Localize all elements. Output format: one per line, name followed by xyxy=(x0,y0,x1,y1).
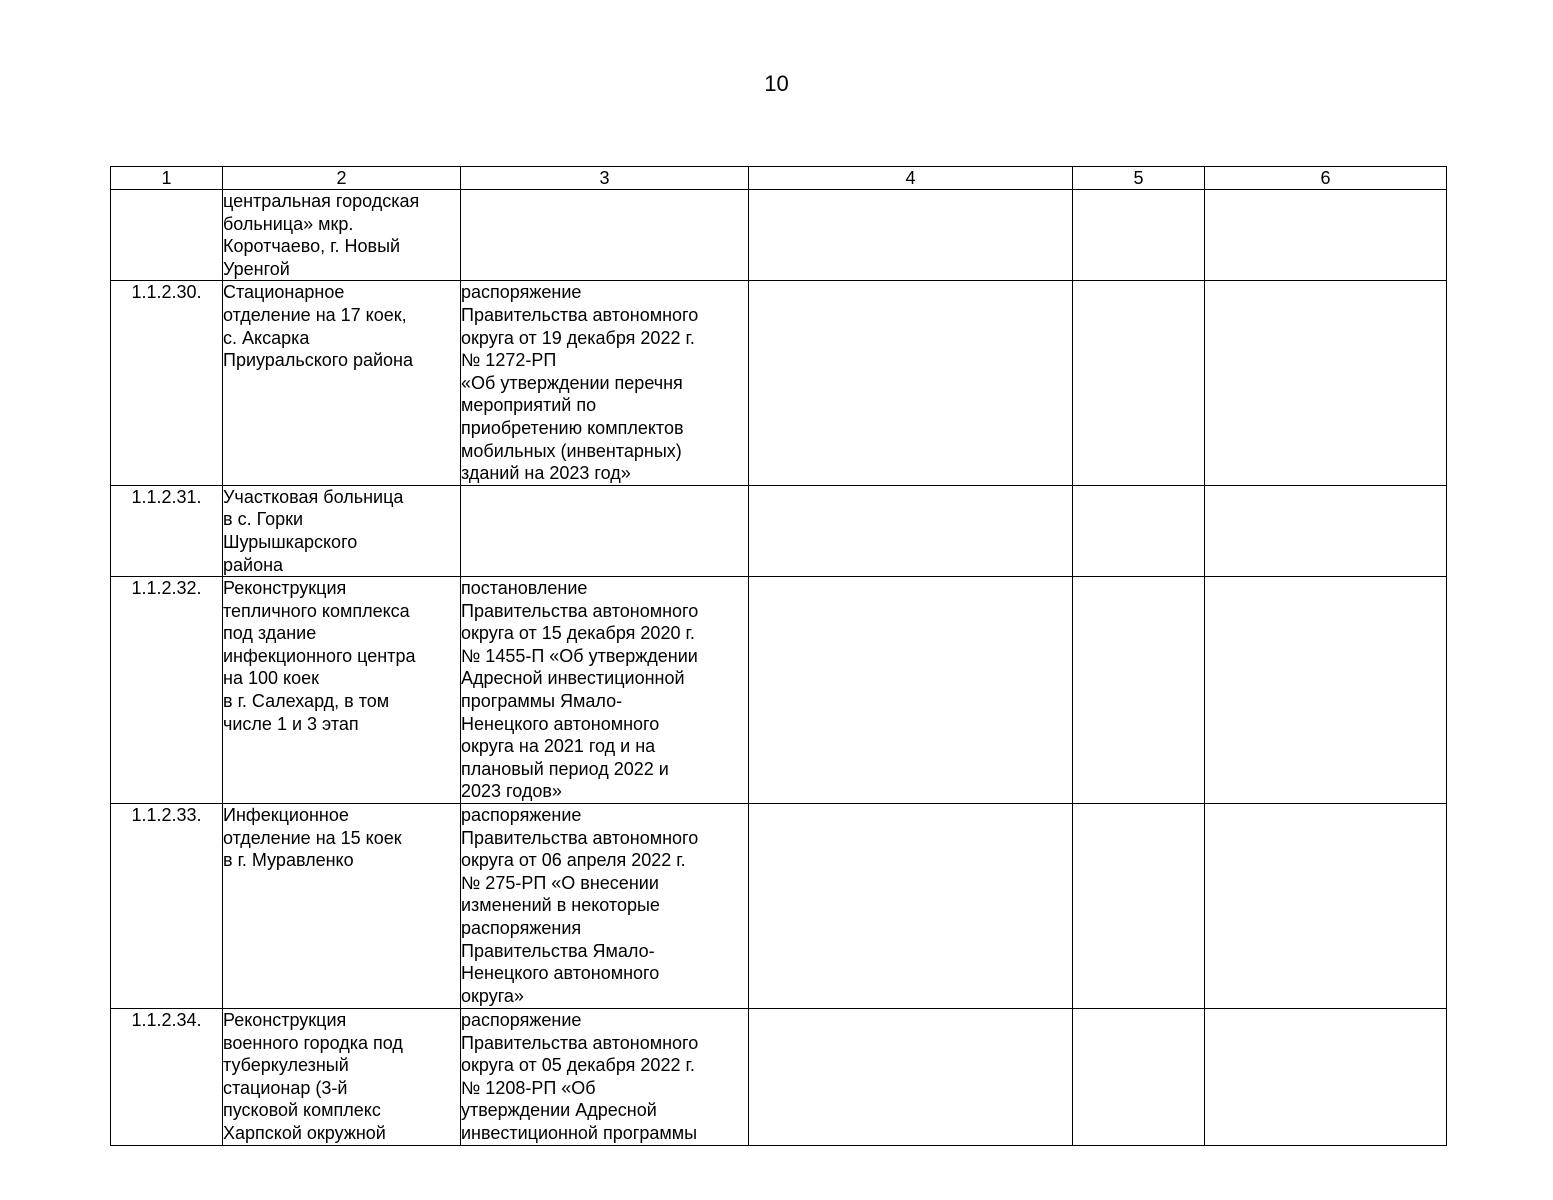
column-4-cell xyxy=(749,281,1073,485)
column-header-1: 1 xyxy=(111,167,223,190)
column-6-cell xyxy=(1205,281,1447,485)
column-4-cell xyxy=(749,190,1073,281)
table-row xyxy=(111,190,1447,281)
object-name-cell: Реконструкция военного городка под туберкулезный стационар (3-й пусковой комплекс Харпской окружной xyxy=(223,1009,461,1146)
legal-document-cell xyxy=(461,190,749,281)
column-header-5: 5 xyxy=(1073,167,1205,190)
legal-document-cell: постановление Правительства автономного округа от 15 декабря 2020 г. № 1455-П «Об утверждении Адресной инвестиционной программы Ямало- Ненецкого автономного округа на 2021 год и на плановый период 2022 и 2023 годов» xyxy=(461,577,749,804)
column-6-cell xyxy=(1205,485,1447,576)
column-header-6: 6 xyxy=(1205,167,1447,190)
column-5-cell xyxy=(1073,1009,1205,1146)
column-4-cell xyxy=(749,577,1073,804)
row-number-cell: 1.1.2.33. xyxy=(111,804,223,1009)
row-number-cell xyxy=(111,190,223,281)
column-5-cell xyxy=(1073,485,1205,576)
column-4-cell xyxy=(749,804,1073,1009)
column-5-cell xyxy=(1073,190,1205,281)
row-number-cell: 1.1.2.34. xyxy=(111,1009,223,1146)
legal-document-cell: распоряжение Правительства автономного округа от 05 декабря 2022 г. № 1208-РП «Об утверждении Адресной инвестиционной программы xyxy=(461,1009,749,1146)
row-number-cell: 1.1.2.32. xyxy=(111,577,223,804)
column-4-cell xyxy=(749,485,1073,576)
column-4-cell xyxy=(749,1009,1073,1146)
legal-document-cell: распоряжение Правительства автономного округа от 19 декабря 2022 г. № 1272-РП «Об утверждении перечня мероприятий по приобретению комплектов мобильных (инвентарных) зданий на 2023 год» xyxy=(461,281,749,485)
document-table xyxy=(110,166,1447,1146)
column-header-2: 2 xyxy=(223,167,461,190)
object-name-cell: Стационарное отделение на 17 коек, с. Аксарка Приуральского района xyxy=(223,281,461,485)
table-row xyxy=(111,1009,1447,1146)
column-5-cell xyxy=(1073,281,1205,485)
object-name-cell: Инфекционное отделение на 15 коек в г. Муравленко xyxy=(223,804,461,1009)
column-5-cell xyxy=(1073,804,1205,1009)
row-number-cell: 1.1.2.30. xyxy=(111,281,223,485)
column-6-cell xyxy=(1205,190,1447,281)
object-name-cell: Реконструкция тепличного комплекса под здание инфекционного центра на 100 коек в г. Салехард, в том числе 1 и 3 этап xyxy=(223,577,461,804)
object-name-cell: Участковая больница в с. Горки Шурышкарского района xyxy=(223,485,461,576)
table-header-row xyxy=(111,167,1447,190)
table-row xyxy=(111,281,1447,485)
column-6-cell xyxy=(1205,577,1447,804)
table-row xyxy=(111,577,1447,804)
table-row xyxy=(111,804,1447,1009)
column-header-3: 3 xyxy=(461,167,749,190)
legal-document-cell xyxy=(461,485,749,576)
column-6-cell xyxy=(1205,804,1447,1009)
column-6-cell xyxy=(1205,1009,1447,1146)
legal-document-cell: распоряжение Правительства автономного округа от 06 апреля 2022 г. № 275-РП «О внесении изменений в некоторые распоряжения Правительства Ямало- Ненецкого автономного округа» xyxy=(461,804,749,1009)
column-header-4: 4 xyxy=(749,167,1073,190)
table-row xyxy=(111,485,1447,576)
page-number: 10 xyxy=(764,71,789,96)
column-5-cell xyxy=(1073,577,1205,804)
object-name-cell: центральная городская больница» мкр. Коротчаево, г. Новый Уренгой xyxy=(223,190,461,281)
row-number-cell: 1.1.2.31. xyxy=(111,485,223,576)
